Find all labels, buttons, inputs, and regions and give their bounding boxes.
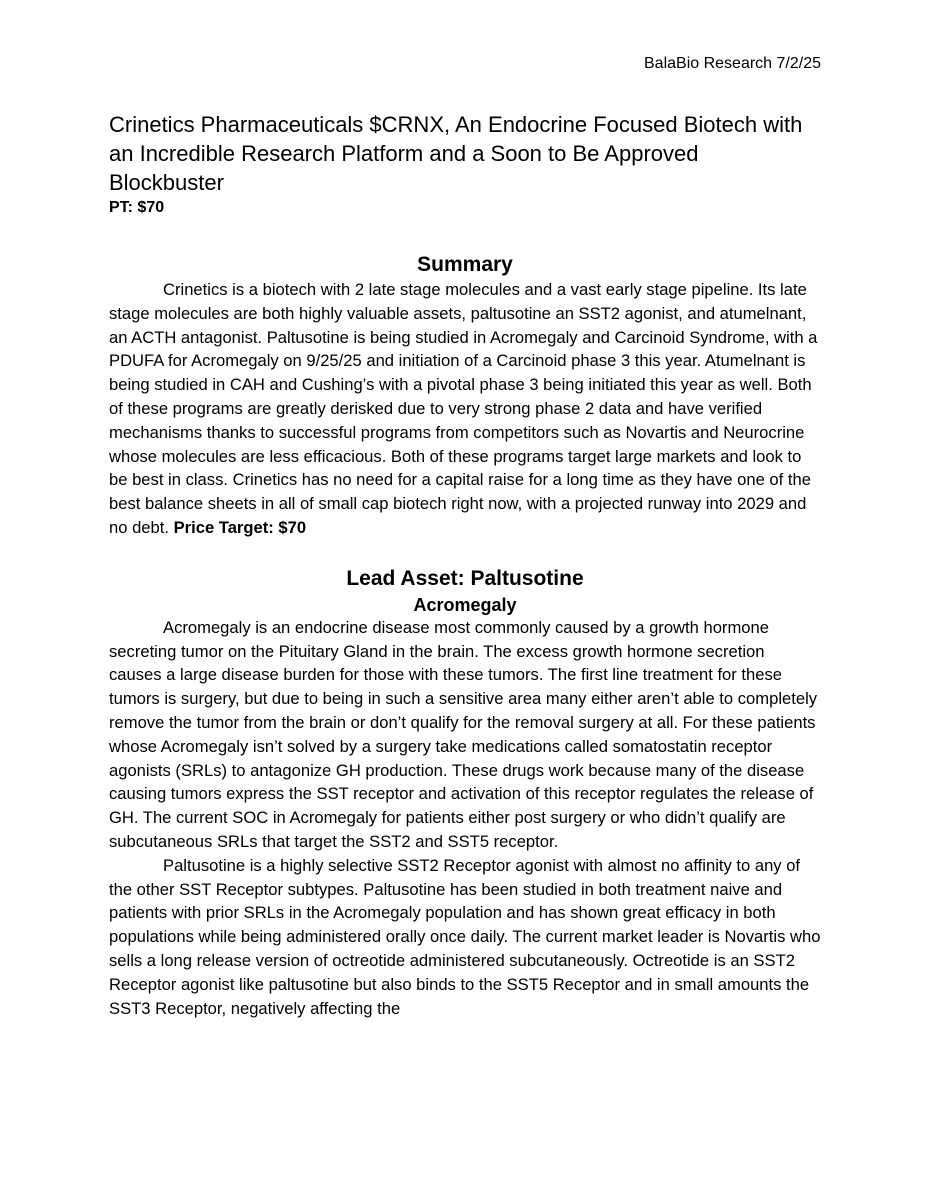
lead-asset-heading: Lead Asset: Paltusotine <box>346 566 584 590</box>
report-attribution: BalaBio Research 7/2/25 <box>644 55 821 72</box>
document-title: Crinetics Pharmaceuticals $CRNX, An Endocrine Focused Biotech with an Incredible Research Platform and a Soon to Be Approved Blockbuster <box>109 112 803 195</box>
price-target-label: PT: $70 <box>109 199 165 216</box>
acromegaly-paragraph-2: Paltusotine is a highly selective SST2 Receptor agonist with almost no affinity to any of the other SST Receptor subtypes. Paltusotine has been studied in both treatment naive and patients with prior SRLs in the Acromegaly population and has shown great efficacy in both populations while being administered orally once daily. The current market leader is Novartis who sells a long release version of octreotide administered subcutaneously. Octreotide is an SST2 Receptor agonist like paltusotine but also binds to the SST5 Receptor and in small amounts the SST3 Receptor, negatively affecting the <box>109 855 821 1018</box>
acromegaly-paragraph-1: Acromegaly is an endocrine disease most commonly caused by a growth hormone secreting tumor on the Pituitary Gland in the brain. The excess growth hormone secretion causes a large disease burden for those with these tumors. The first line treatment for these tumors is surgery, but due to being in such a sensitive area many either aren’t able to completely remove the tumor from the brain or don’t qualify for the removal surgery at all. For these patients whose Acromegaly isn’t solved by a surgery take medications called somatostatin receptor agonists (SRLs) to antagonize GH production. These drugs work because many of the disease causing tumors express the SST receptor and activation of this receptor regulates the release of GH. The current SOC in Acromegaly for patients either post surgery or who didn’t qualify are subcutaneous SRLs that target the SST2 and SST5 receptor. <box>109 617 818 851</box>
summary-heading: Summary <box>417 253 513 276</box>
summary-text: Crinetics is a biotech with 2 late stage molecules and a vast early stage pipeline. Its late stage molecules are both highly valuable assets, paltusotine an SST2 agonist, and atumelnant, an ACTH antagonist. Paltusotine is being studied in Acromegaly and Carcinoid Syndrome, with a PDUFA for Acromegaly on 9/25/25 and initiation of a Carcinoid phase 3 this year. Atumelnant is being studied in CAH and Cushing’s with a pivotal phase 3 being initiated this year as well. Both of these programs are greatly derisked due to very strong phase 2 data and have verified mechanisms thanks to successful programs from competitors such as Novartis and Neurocrine whose molecules are less efficacious. Both of these programs target large markets and look to be best in class. Crinetics has no need for a capital raise for a long time as they have one of the best balance sheets in all of small cap biotech right now, with a projected runway into 2029 and no debt. <box>109 280 818 537</box>
document-body <box>109 110 821 1020</box>
acromegaly-subheading: Acromegaly <box>413 594 517 615</box>
summary-price-target: Price Target: $70 <box>173 517 307 537</box>
summary-paragraph <box>109 278 821 540</box>
